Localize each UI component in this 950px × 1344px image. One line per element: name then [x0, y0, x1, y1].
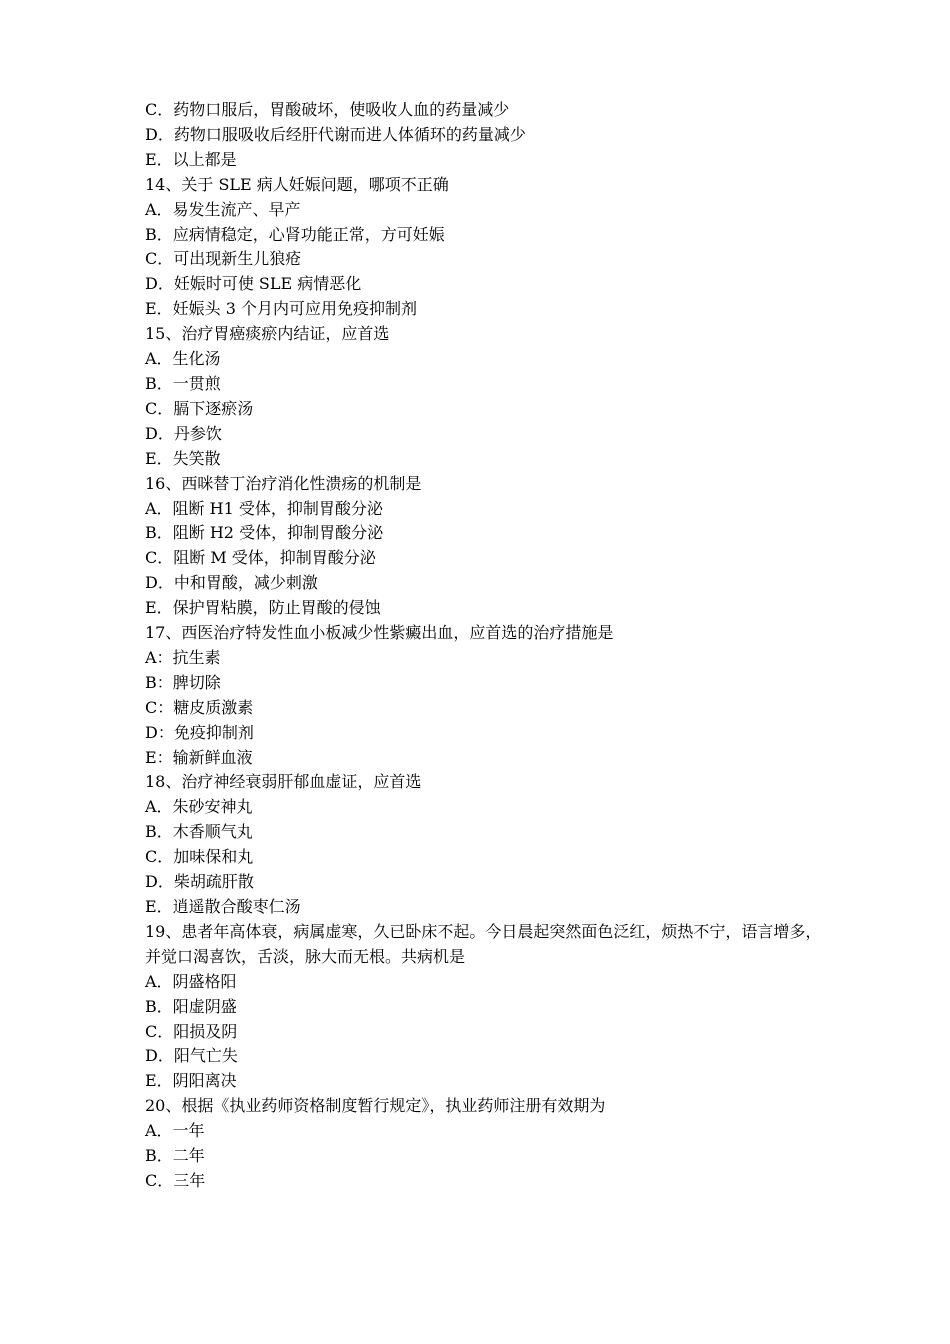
- option-c-q13: C．药物口服后，胃酸破坏，使吸收人血的药量减少: [145, 100, 510, 119]
- question-17: 17、西医治疗特发性血小板减少性紫癜出血，应首选的治疗措施是: [145, 623, 614, 643]
- option-a-q20: A．一年: [145, 1121, 205, 1141]
- option-e-q13: E．以上都是: [145, 149, 237, 169]
- option-a-q15: A．生化汤: [145, 349, 221, 369]
- document-body: [145, 98, 825, 1194]
- option-b-q15: B．一贯煎: [145, 373, 221, 393]
- option-c-q14: C．可出现新生儿狼疮: [145, 249, 302, 269]
- option-b-q14: B．应病情稳定，心肾功能正常，方可妊娠: [145, 224, 445, 244]
- option-c-q17: C：糖皮质激素: [145, 697, 254, 717]
- option-b-q20: B．二年: [145, 1146, 205, 1166]
- option-c-q15: C．膈下逐瘀汤: [145, 398, 254, 418]
- option-b-q16: B．阻断 H2 受体，抑制胃酸分泌: [145, 523, 384, 543]
- question-16: 16、西咪替丁治疗消化性溃疡的机制是: [145, 473, 422, 493]
- question-14: 14、关于 SLE 病人妊娠问题，哪项不正确: [145, 174, 449, 194]
- option-e-q18: E．逍遥散合酸枣仁汤: [145, 897, 301, 916]
- option-e-q19: E．阴阳离决: [145, 1071, 237, 1091]
- option-c-q19: C．阳损及阴: [145, 1021, 238, 1041]
- option-e-q16: E．保护胃粘膜，防止胃酸的侵蚀: [145, 598, 381, 618]
- option-d-q16: D．中和胃酸，减少刺激: [145, 573, 318, 593]
- option-d-q15: D．丹参饮: [145, 423, 222, 443]
- option-e-q14: E．妊娠头 3 个月内可应用免疫抑制剂: [145, 299, 418, 319]
- option-d-q14: D．妊娠时可使 SLE 病情恶化: [145, 274, 362, 294]
- option-a-q17: A：抗生素: [145, 647, 221, 667]
- option-e-q15: E．失笑散: [145, 448, 221, 468]
- option-b-q18: B．木香顺气丸: [145, 822, 253, 842]
- option-e-q17: E：输新鲜血液: [145, 747, 253, 767]
- option-a-q14: A．易发生流产、早产: [145, 199, 301, 219]
- question-19: 19、患者年高体衰，病属虚寒，久已卧床不起。今日晨起突然面色泛红，烦热不宁，语言增多，并觉口渴喜饮，舌淡，脉大而无根。共病机是: [145, 921, 822, 966]
- option-d-q19: D．阳气亡失: [145, 1046, 238, 1066]
- option-d-q18: D．柴胡疏肝散: [145, 872, 254, 892]
- option-c-q20: C．三年: [145, 1170, 206, 1190]
- option-a-q16: A．阻断 H1 受体，抑制胃酸分泌: [145, 498, 383, 518]
- option-b-q17: B：脾切除: [145, 672, 221, 692]
- question-15: 15、治疗胃癌痰瘀内结证，应首选: [145, 324, 390, 344]
- option-b-q19: B．阳虚阴盛: [145, 996, 237, 1016]
- option-c-q18: C．加味保和丸: [145, 847, 254, 867]
- option-d-q17: D：免疫抑制剂: [145, 722, 254, 742]
- option-a-q19: A．阴盛格阳: [145, 971, 237, 991]
- option-a-q18: A．朱砂安神丸: [145, 797, 253, 817]
- question-20: 20、根据《执业药师资格制度暂行规定》，执业药师注册有效期为: [145, 1096, 606, 1116]
- option-d-q13: D．药物口服吸收后经肝代谢而进人体循环的药量减少: [145, 124, 526, 144]
- option-c-q16: C．阻断 M 受体，抑制胃酸分泌: [145, 548, 376, 568]
- question-18: 18、治疗神经衰弱肝郁血虚证，应首选: [145, 772, 422, 792]
